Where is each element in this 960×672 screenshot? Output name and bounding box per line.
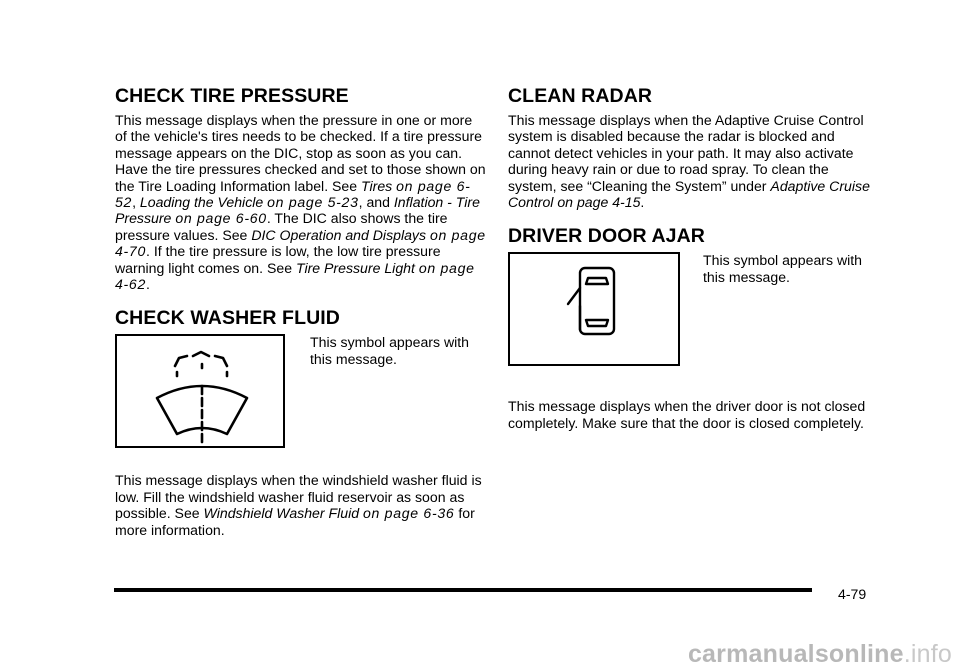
ref-loading-vehicle[interactable] [140, 194, 359, 210]
left-column [115, 84, 487, 552]
washer-figure-row [115, 334, 487, 454]
ref-page: on page 5-23 [267, 194, 359, 211]
washer-symbol-caption: This symbol appears with this message. [310, 334, 470, 367]
text-run: for more information. [115, 505, 475, 538]
clean-radar-body [508, 112, 880, 210]
footer-rule [114, 588, 812, 592]
ref-page: on page 6-60 [175, 210, 267, 227]
ref-text: Loading the Vehicle [139, 194, 264, 211]
watermark [688, 640, 952, 669]
door-symbol-caption: This symbol appears with this message. [703, 252, 863, 285]
right-column [508, 84, 880, 445]
text-run: . The DIC also shows the tire pressure values. See [115, 210, 448, 243]
section-driver-door-ajar [508, 224, 880, 431]
tire-pressure-body [115, 112, 487, 292]
driver-door-ajar-icon [510, 254, 678, 364]
heading-check-washer-fluid: CHECK WASHER FLUID [115, 307, 340, 330]
ref-text: Tire Pressure Light [295, 259, 415, 276]
watermark-tld: .info [903, 640, 952, 668]
ref-washer-fluid[interactable] [204, 505, 455, 521]
ref-text: DIC Operation and Displays [251, 226, 427, 243]
text-run: . If the tire pressure is low, the low tire pressure warning light comes on. See [115, 243, 441, 276]
ref-text: Tires [361, 177, 393, 194]
page-number: 4-79 [838, 586, 867, 602]
windshield-washer-icon [117, 336, 283, 446]
ref-text: Inflation - Tire Pressure [115, 194, 480, 227]
ref-page: on page 4-70 [115, 226, 486, 260]
text-run: This message displays when the Adaptive Cruise Control system is disabled because the radar is blocked and cannot detect vehicles in your path. It may also activate during heavy rain or due to road spray. To clean the system, see “Cleaning the System” under [508, 112, 864, 194]
ref-page: on page 4-62 [115, 259, 475, 293]
text-run: This message displays when the windshield washer fluid is low. Fill the windshield washer fluid reservoir as soon as possible. See [115, 472, 482, 522]
ref-adaptive-cruise[interactable]: Adaptive Cruise Control on page 4-15 [508, 177, 870, 211]
door-body: This message displays when the driver door is not closed completely. Make sure that the door is closed completely. [508, 398, 866, 431]
ref-text: Windshield Washer Fluid [203, 505, 360, 522]
ref-page: on page 6-52 [115, 177, 471, 211]
door-figure-row [508, 252, 880, 372]
heading-driver-door-ajar: DRIVER DOOR AJAR [508, 225, 705, 248]
watermark-main: carmanualsonline [687, 640, 904, 668]
section-check-washer-fluid [115, 306, 487, 538]
heading-check-tire-pressure: CHECK TIRE PRESSURE [115, 85, 349, 107]
heading-clean-radar: CLEAN RADAR [508, 85, 653, 107]
text-run: , [132, 194, 140, 211]
text-run: This message displays when the pressure in one or more of the vehicle's tires needs to be checked. If a tire pressure message appears on the DIC, stop as soon as you can. Have the tire pressures checked and set to those shown on the Tire Loading Information label. See [115, 112, 486, 194]
washer-body [115, 472, 487, 538]
ref-page: on page 6-36 [362, 505, 455, 522]
text-run: , and [358, 194, 394, 211]
section-clean-radar [508, 84, 880, 210]
section-check-tire-pressure [115, 84, 487, 292]
text-run: . [640, 194, 645, 211]
text-run: . [146, 276, 150, 293]
door-symbol-frame [508, 252, 680, 366]
washer-symbol-frame [115, 334, 285, 448]
